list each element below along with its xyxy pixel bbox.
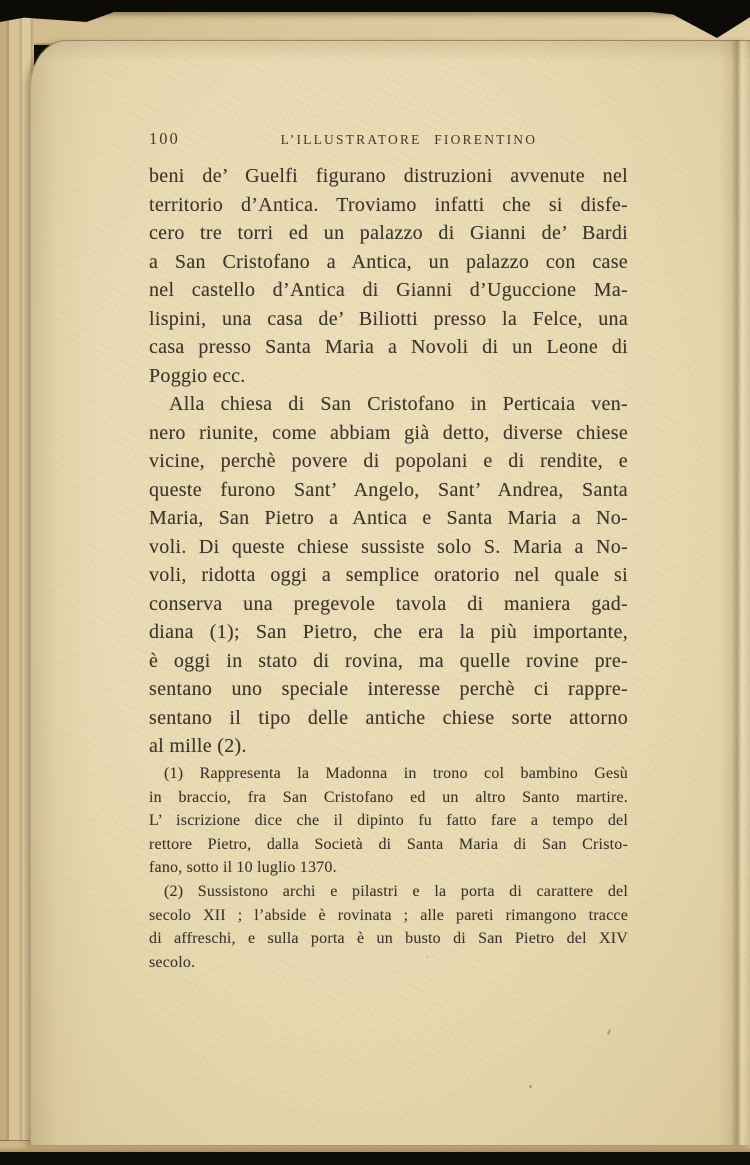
text-line: nel castello d’Antica di Gianni d’Uguccione Ma- [149,279,628,301]
text-line: rettore Pietro, dalla Società di Santa Maria di San Cristo- [149,835,628,853]
text-line: conserva una pregevole tavola di maniera gad- [149,592,628,615]
text-line: beni de’ Guelfi figurano distruzioni avvenute nel [149,165,628,187]
text-line: (1) Rappresenta la Madonna in trono col bambino Gesù [164,765,628,782]
paragraph-2 [149,390,628,761]
book-edge-bottom [0,1152,750,1165]
page-header [149,129,628,149]
body-text [149,162,628,761]
footnote-1 [149,762,628,880]
text-line: vicine, perchè povere di popolani e di rendite, e [149,450,628,472]
text-line: queste furono Sant’ Angelo, Sant’ Andrea, Santa [149,478,628,501]
text-line: voli. Di queste chiese sussiste solo S. Maria a No- [149,535,628,558]
page-stack-edges-left [0,10,34,1152]
text-line: Maria, San Pietro a Antica e Santa Maria a No- [149,507,628,529]
text-line: a San Cristofano a Antica, un palazzo con case [149,250,628,273]
text-line: in braccio, fra San Cristofano ed un altro Santo martire. [149,788,628,806]
text-line: sentano il tipo delle antiche chiese sorte attorno [149,706,628,729]
text-line: cero tre torri ed un palazzo di Gianni de’ Bardi [149,222,628,244]
text-line: nero riunite, come abbiam già detto, diverse chiese [149,421,628,444]
text-line: sentano uno speciale interesse perchè ci rappre- [149,678,628,700]
page-number: 100 [149,129,180,148]
text-line: (2) Sussistono archi e pilastri e la porta di carattere del [164,882,628,900]
text-line: fano, sotto il 10 luglio 1370. [149,859,337,877]
text-line: di affreschi, e sulla porta è un busto di San Pietro del XIV [149,930,628,948]
text-line: secolo. [149,953,196,971]
text-line: secolo XII ; l’abside è rovinata ; alle pareti rimangono tracce [149,906,628,924]
text-line: voli, ridotta oggi a semplice oratorio nel quale si [149,564,628,586]
text-line: L’ iscrizione dice che il dipinto fu fatto fare a tempo del [149,812,628,830]
running-title: L’ILLUSTRATORE FIORENTINO [280,132,538,147]
paragraph-1 [149,162,628,390]
text-line: Alla chiesa di San Cristofano in Perticaia ven- [169,393,628,415]
text-line: lispini, una casa de’ Biliotti presso la Felce, una [149,307,628,330]
paper-speck [607,1029,611,1035]
text-line: diana (1); San Pietro, che era la più importante, [149,621,628,643]
text-line: territorio d’Antica. Troviamo infatti che si disfe- [149,193,628,216]
text-line: Poggio ecc. [149,364,246,387]
paper-speck [426,956,428,958]
footnote-2 [149,880,628,974]
text-line: casa presso Santa Maria a Novoli di un Leone di [149,336,628,358]
text-line: al mille (2). [149,735,247,757]
text-line: è oggi in stato di rovina, ma quelle rovine pre- [149,649,628,672]
footnotes [149,762,628,974]
book-page [30,40,750,1145]
paper-speck [529,1085,532,1088]
